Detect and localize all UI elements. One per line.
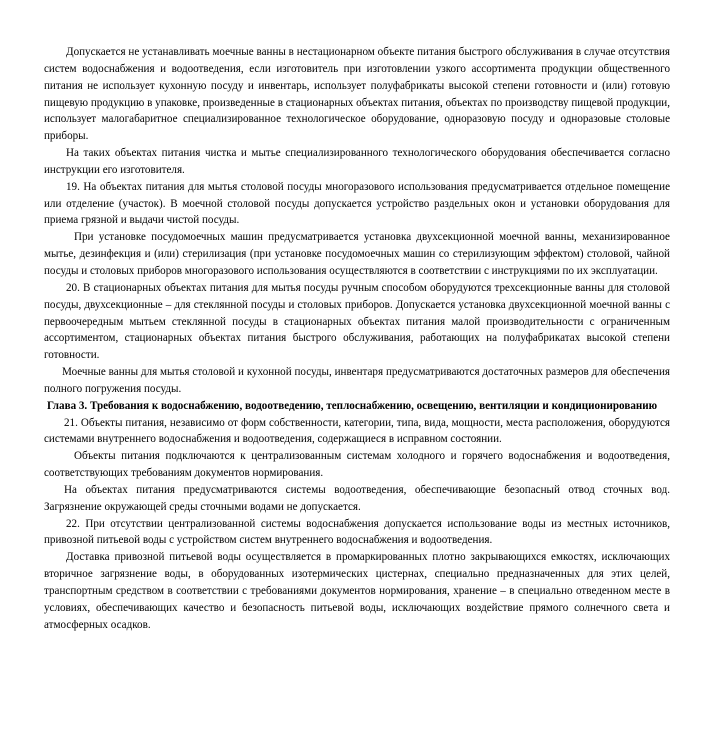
- paragraph-washing-baths-exemption: Допускается не устанавливать моечные ванны в нестационарном объекте питания быстрого обслуживания в случае отсутствия систем водоснабжения и водоотведения, если изготовитель при изготовлении узкого ассортимента продукции общественного питания не использует кухонную посуду и инвентарь, использует полуфабрикаты высокой степени готовности и (или) готовую пищевую продукцию в упаковке, произведенные в стационарных объектах питания, объектах по производству пищевой продукции, использует малогабаритное специализированное технологическое оборудование, одноразовую посуду и одноразовые столовые приборы.: [44, 46, 670, 143]
- paragraph-item-21: 21. Объекты питания, независимо от форм собственности, категории, типа, вида, мощности, места расположения, оборудуются системами внутреннего водоснабжения и водоотведения, содержащиеся в исправном состоянии.: [44, 416, 670, 446]
- document-page: [44, 44, 670, 634]
- paragraph-equipment-cleaning: На таких объектах питания чистка и мытье специализированного технологического оборудования обеспечивается согласно инструкции его изготовителя.: [44, 147, 670, 176]
- paragraph-water-delivery: Доставка привозной питьевой воды осуществляется в промаркированных плотно закрывающихся емкостях, исключающих вторичное загрязнение воды, в оборудованных изотермических цистернах, специально предназначенных для этих целей, транспортным средством в соответствии с требованиями документов нормирования, хранение – в специально отведенном месте в условиях, обеспечивающих качество и безопасность питьевой воды, исключающих воздействие прямого солнечного света и атмосферных осадков.: [44, 551, 670, 631]
- paragraph-item-22: 22. При отсутствии централизованной системы водоснабжения допускается использование воды из местных источников, привозной питьевой воды с устройством систем внутреннего водоснабжения и водоотведения.: [44, 517, 670, 547]
- paragraph-drainage-systems: На объектах питания предусматриваются системы водоотведения, обеспечивающие безопасный отвод сточных вод. Загрязнение окружающей среды сточными водами не допускается.: [44, 483, 670, 513]
- paragraph-dishwasher-installation: При установке посудомоечных машин предусматривается установка двухсекционной моечной ванны, механизированное мытье, дезинфекция и (или) стерилизация (при установке посудомоечных машин со стерилизующим эффектом) столовой, чайной посуды и столовых приборов многоразового использования осуществляются в соответствии с инструкциями по их эксплуатации.: [44, 231, 670, 277]
- paragraph-item-20: 20. В стационарных объектах питания для мытья посуды ручным способом оборудуются трехсекционные ванны для столовой посуды, двухсекционные – для стеклянной посуды и столовых приборов. Допускается установка двухсекционной моечной ванны с первоочередным мытьем стеклянной посуды в стационарных объектах питания малой производительности с ограниченным ассортиментом, стационарных объектах питания быстрого обслуживания, работающих на полуфабрикатах высокой степени готовности.: [44, 281, 670, 362]
- paragraph-centralized-systems: Объекты питания подключаются к централизованным системам холодного и горячего водоснабжения и водоотведения, соответствующих требованиям документов нормирования.: [44, 450, 670, 480]
- chapter-3-heading: Глава 3. Требования к водоснабжению, водоотведению, теплоснабжению, освещению, вентиляции и кондиционированию: [47, 399, 658, 412]
- paragraph-washing-bath-size: Моечные ванны для мытья столовой и кухонной посуды, инвентаря предусматриваются достаточных размеров для обеспечения полного погружения посуды.: [44, 366, 670, 395]
- paragraph-item-19: 19. На объектах питания для мытья столовой посуды многоразового использования предусматривается отдельное помещение или отделение (участок). В моечной столовой посуды допускается устройство раздельных окон и установки оборудования для приема грязной и выдачи чистой посуды.: [44, 180, 670, 227]
